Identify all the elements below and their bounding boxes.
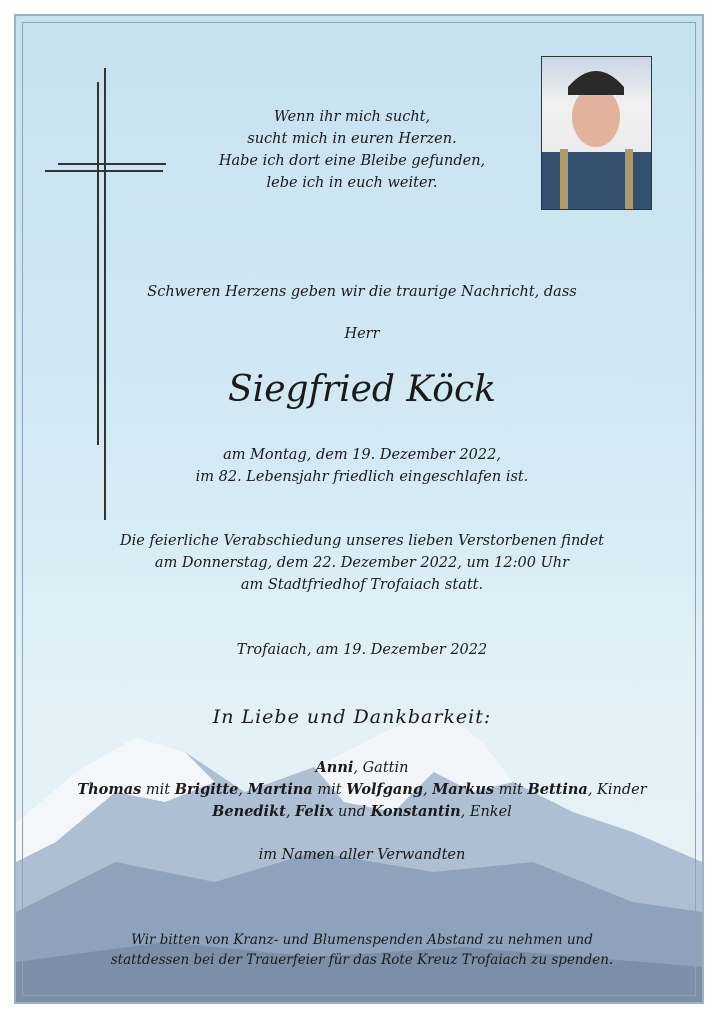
salutation: Herr	[344, 326, 380, 342]
ceremony-line: Die feierliche Verabschiedung unseres lieben Verstorbenen findet	[120, 533, 604, 549]
donation-request	[0, 930, 724, 970]
quote-line: Habe ich dort eine Bleibe gefunden,	[218, 153, 486, 169]
relatives-note: im Namen aller Verwandten	[258, 847, 466, 863]
gratitude-heading: In Liebe und Dankbarkeit:	[212, 706, 492, 728]
family-list	[0, 757, 724, 823]
family-line-grandchildren: Benedikt, Felix und Konstantin, Enkel	[212, 803, 512, 820]
death-line: am Montag, dem 19. Dezember 2022,	[223, 447, 501, 463]
request-line: stattdessen bei der Trauerfeier für das Rote Kreuz Trofaiach zu spenden.	[110, 952, 614, 968]
quote-line: lebe ich in euch weiter.	[266, 175, 438, 191]
intro-text: Schweren Herzens geben wir die traurige Nachricht, dass	[147, 284, 577, 300]
ceremony-line: am Stadtfriedhof Trofaiach statt.	[240, 577, 484, 593]
place-date: Trofaiach, am 19. Dezember 2022	[236, 642, 488, 658]
family-line-children: Thomas mit Brigitte, Martina mit Wolfgang, Markus mit Bettina, Kinder	[77, 781, 647, 798]
ceremony-details	[0, 530, 724, 596]
death-details	[0, 444, 724, 488]
request-line: Wir bitten von Kranz- und Blumenspenden Abstand zu nehmen und	[131, 932, 593, 948]
family-line-spouse: Anni, Gattin	[315, 759, 409, 776]
quote	[0, 106, 714, 194]
deceased-name: Siegfried Köck	[228, 369, 496, 410]
ceremony-line: am Donnerstag, dem 22. Dezember 2022, um 12:00 Uhr	[154, 555, 570, 571]
quote-line: Wenn ihr mich sucht,	[273, 109, 431, 125]
quote-line: sucht mich in euren Herzen.	[247, 131, 457, 147]
death-line: im 82. Lebensjahr friedlich eingeschlafen ist.	[195, 469, 529, 485]
